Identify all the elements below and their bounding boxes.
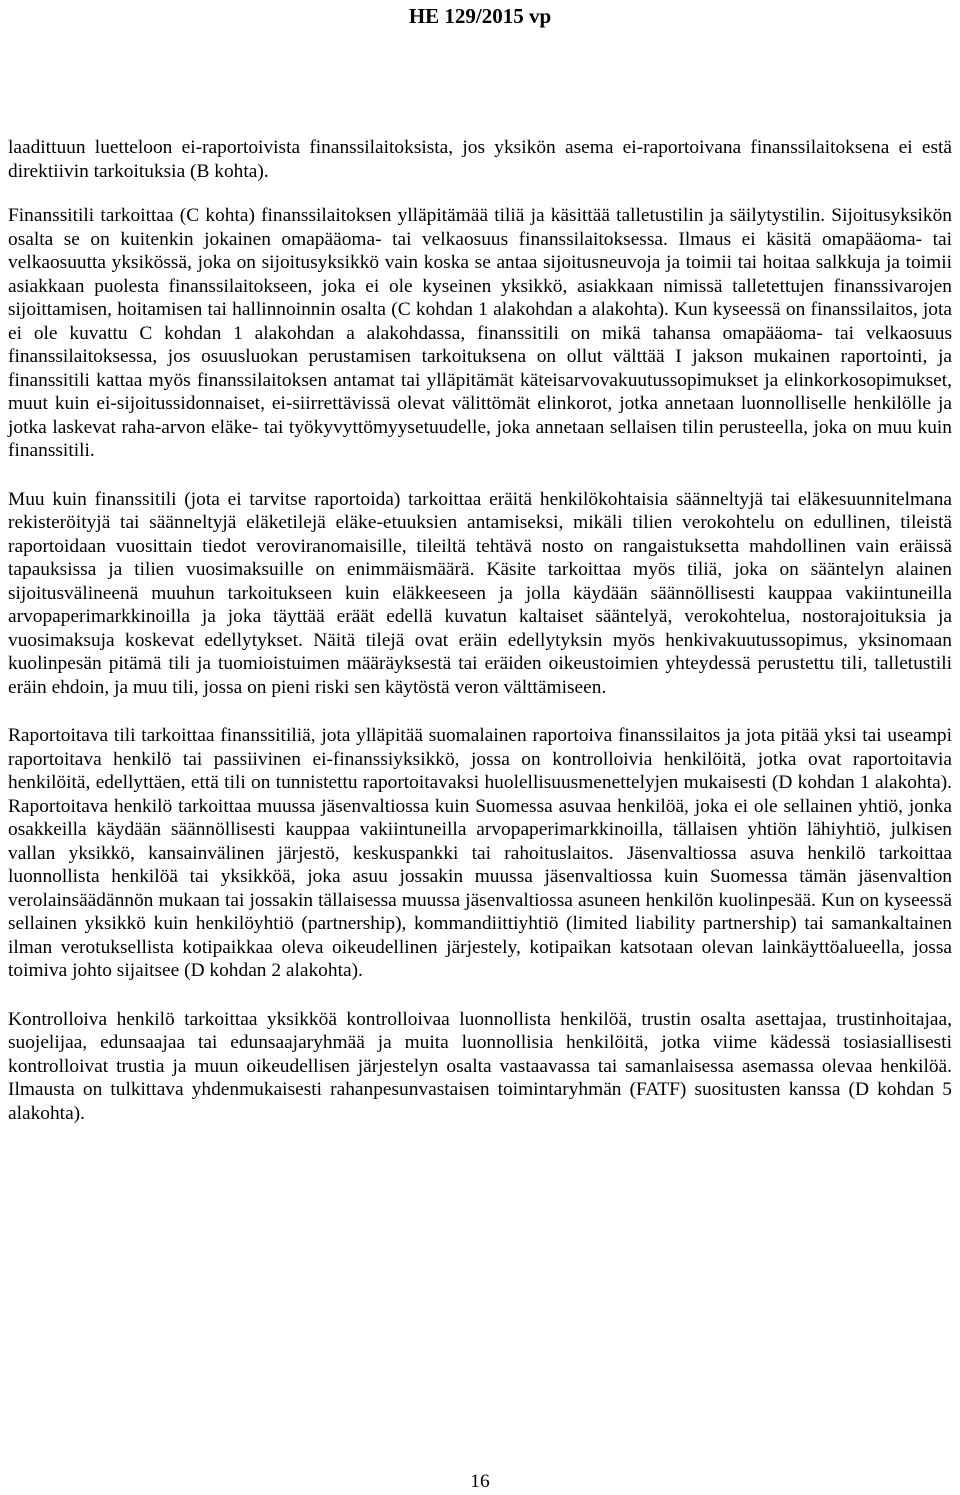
document-body (8, 136, 952, 1125)
page-number: 16 (470, 1471, 490, 1492)
paragraph-3: Muu kuin finanssitili (jota ei tarvitse raportoida) tarkoittaa eräitä henkilökohtaisia säänneltyjä tai eläkesuunnitelmana rekisteröityjä tai säänneltyjä eläketilejä eläke-etuuksien antamiseksi, mikäli tilien verokohtelu on edullinen, tileistä raportoidaan vuosittain tiedot veroviranomaisille, tileiltä tehtävä nosto on rangaistuksetta mahdollinen vain eräissä tapauksissa ja tilien vuosimaksuille on enimmäismäärä. Käsite tarkoittaa myös tiliä, joka on sääntelyn alainen sijoitusvälineenä muuhun tarkoitukseen kuin eläkkeeseen ja jolla käydään säännöllisesti kauppaa vakiintuneilla arvopaperimarkkinoilla ja joka täyttää eräät edellä kuvatun kaltaiset sääntelyä, verokohtelua, nostorajoituksia ja vuosimaksuja koskevat edellytykset. Näitä tilejä ovat eräin edellytyksin myös henkivakuutussopimus, yksinomaan kuolinpesän pitämä tili ja tuomioistuimen määräyksestä tai eräiden oikeustoimien yhteydessä perustettu tili, talletustili eräin ehdoin, ja muu tili, jossa on pieni riski sen käytöstä veron välttämiseen. (8, 488, 952, 698)
paragraph-4: Raportoitava tili tarkoittaa finanssitiliä, jota ylläpitää suomalainen raportoiva finanssilaitos ja jota pitää yksi tai useampi raportoitava henkilö tai passiivinen ei-finanssiyksikkö, jossa on kontrolloivia henkilöitä, jotka ovat raportoitavia henkilöitä, edellyttäen, että tili on tunnistettu raportoitavaksi huolellisuusmenettelyjen mukaisesti (D kohdan 1 alakohta). Raportoitava henkilö tarkoittaa muussa jäsenvaltiossa kuin Suomessa asuvaa henkilöä, joka ei ole sellainen yhtiö, jonka osakkeilla käydään säännöllisesti kauppaa vakiintuneilla arvopaperimarkkinoilla, tällaisen yhtiön lähiyhtiö, julkisen vallan yksikkö, kansainvälinen järjestö, keskuspankki tai rahoituslaitos. Jäsenvaltiossa asuva henkilö tarkoittaa luonnollista henkilöä tai yksikköä, joka asuu jossakin muussa jäsenvaltiossa kuin Suomessa tämän jäsenvaltion verolainsäädännön mukaan tai jossakin tällaisessa muussa jäsenvaltiossa asuneen henkilön kuolinpesää. Kun on kyseessä sellainen yksikkö kuin henkilöyhtiö (partnership), kommandiittiyhtiö (limited liability partnership) tai samankaltainen ilman verotuksellista kotipaikkaa oleva oikeudellinen järjestely, kotipaikan katsotaan olevan lainkäyttöalueella, jossa toimiva johto sijaitsee (D kohdan 2 alakohta). (8, 725, 952, 981)
paragraph-5: Kontrolloiva henkilö tarkoittaa yksikköä kontrolloivaa luonnollista henkilöä, trustin osalta asettajaa, trustinhoitajaa, suojelijaa, edunsaajaa tai edunsaajaryhmää ja muita luonnollisia henkilöitä, jotka viime kädessä tosiasiallisesti kontrolloivat trustia ja muun oikeudellisen järjestelyn osalta vastaavassa tai samanlaisessa asemassa olevaa henkilöä. Ilmausta on tulkittava yhdenmukaisesti rahanpesunvastaisen toimintaryhmän (FATF) suositusten kanssa (D kohdan 5 alakohta). (8, 1008, 952, 1124)
paragraph-1: laadittuun luetteloon ei-raportoivista finanssilaitoksista, jos yksikön asema ei-raportoivana finanssilaitoksena ei estä direktiivin tarkoituksia (B kohta). (8, 137, 952, 182)
document-header: HE 129/2015 vp (408, 4, 552, 28)
paragraph-2: Finanssitili tarkoittaa (C kohta) finanssilaitoksen ylläpitämää tiliä ja käsittää talletustilin ja säilytystilin. Sijoitusyksikön osalta se on kuitenkin jokainen omapääoma- tai velkaosuus finanssilaitoksessa. Ilmaus ei käsitä omapääoma- tai velkaosuutta yksikössä, joka on sijoitusyksikkö vain koska se antaa sijoitusneuvoja ja toimii tai hoitaa salkkuja ja toimii asiakkaan puolesta finanssilaitokseen, joka ei ole kyseinen yksikkö, asiakkaan nimissä talletettujen finanssivarojen sijoittamisen, hoitamisen tai hallinnoinnin osalta (C kohdan 1 alakohdan a alakohta). Kun kyseessä on finanssilaitos, jota ei ole kuvattu C kohdan 1 alakohdan a alakohdassa, finanssitili on mikä tahansa omapääoma- tai velkaosuus finanssilaitoksessa, jos osuusluokan perustamisen tarkoituksena on ollut välttää I jakson mukainen raportointi, ja finanssitili kattaa myös finanssilaitoksen antamat tai ylläpitämät käteisarvovakuutussopimukset ja elinkorkosopimukset, muut kuin ei-sijoitussidonnaiset, ei-siirrettävissä olevat välittömät elinkorot, jotka annetaan luonnolliselle henkilölle ja jotka laskevat raha-arvon eläke- tai työkyvyttömyysetuudelle, joka annetaan sellaisen tilin perusteella, joka on muu kuin finanssitili. (8, 205, 952, 461)
